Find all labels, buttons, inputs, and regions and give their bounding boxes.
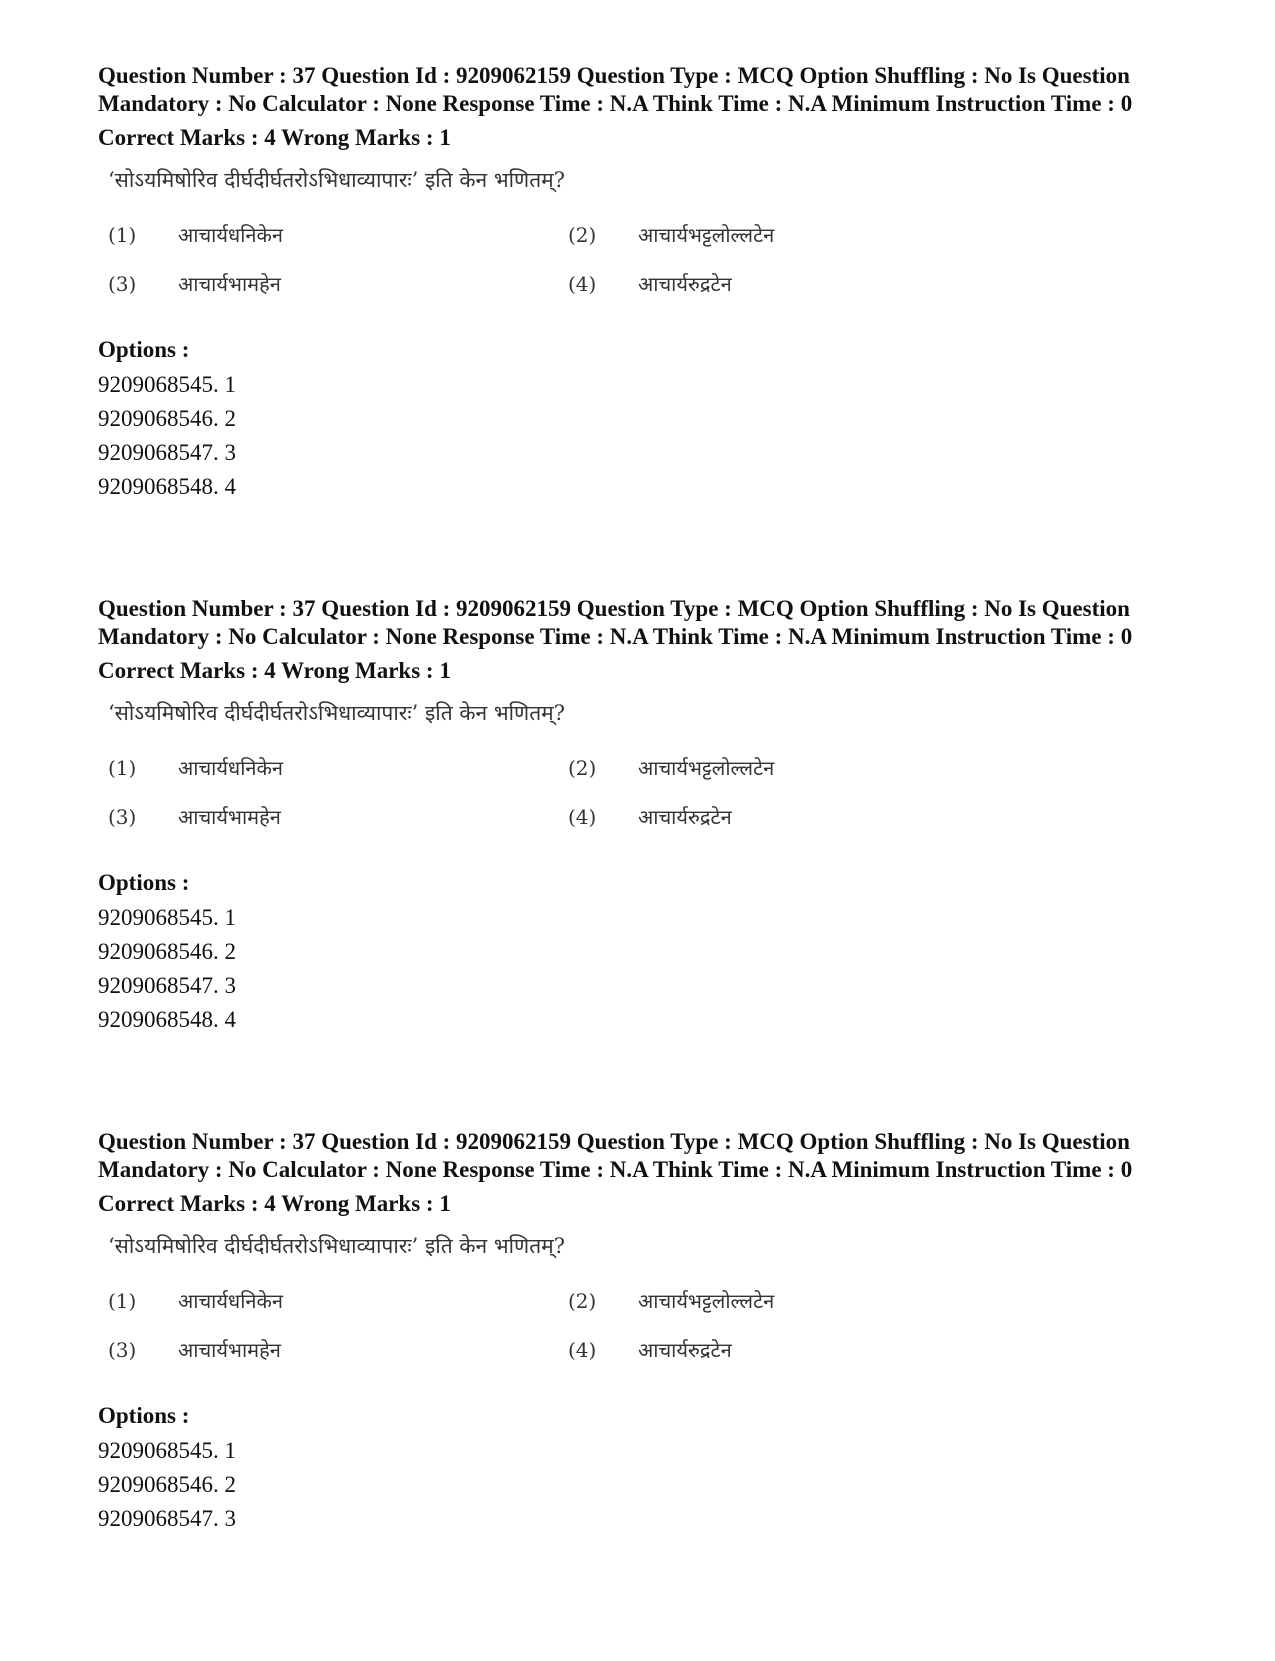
option-id-list: [98, 1434, 1178, 1536]
question-image: [108, 166, 1178, 316]
option-id: 9209068548. 4: [98, 474, 236, 499]
options-label: Options :: [98, 337, 190, 362]
question-image: [108, 1232, 1178, 1382]
choice-4: (4) आचार्यरुद्रटेन: [568, 805, 732, 829]
choice-2: (2) आचार्यभट्टलोल्लटेन: [568, 223, 775, 247]
choice-2: (2) आचार्यभट्टलोल्लटेन: [568, 756, 775, 780]
choice-1: (1) आचार्यधनिकेन: [108, 223, 283, 247]
option-id-list: [98, 368, 1178, 504]
question-header: Question Number : 37 Question Id : 9209062159 Question Type : MCQ Option Shuffling : No Is Question Mandatory : No Calculator : None Response Time : N.A Think Time : N.A Minimum Instruction Time : 0: [98, 1129, 1133, 1182]
option-id: 9209068547. 3: [98, 973, 236, 998]
page: [98, 62, 1178, 1661]
option-id-list: [98, 901, 1178, 1037]
question-text: ‘सोऽयमिषोरिव दीर्घदीर्घतरोऽभिधाव्यापारः’ इति केन भणितम्?: [108, 168, 565, 192]
question-marks: Correct Marks : 4 Wrong Marks : 1: [98, 125, 451, 150]
choice-1: (1) आचार्यधनिकेन: [108, 756, 283, 780]
option-id: 9209068547. 3: [98, 440, 236, 465]
question-text: ‘सोऽयमिषोरिव दीर्घदीर्घतरोऽभिधाव्यापारः’ इति केन भणितम्?: [108, 701, 565, 725]
question-marks: Correct Marks : 4 Wrong Marks : 1: [98, 658, 451, 683]
choice-1: (1) आचार्यधनिकेन: [108, 1289, 283, 1313]
choice-3: (3) आचार्यभामहेन: [108, 805, 281, 829]
choice-3: (3) आचार्यभामहेन: [108, 272, 281, 296]
option-id: 9209068548. 4: [98, 1007, 236, 1032]
option-id: 9209068546. 2: [98, 406, 236, 431]
option-id: 9209068546. 2: [98, 1472, 236, 1497]
options-label: Options :: [98, 870, 190, 895]
options-label: Options :: [98, 1403, 190, 1428]
choice-4: (4) आचार्यरुद्रटेन: [568, 272, 732, 296]
question-block-3: [98, 1128, 1178, 1661]
question-image: [108, 699, 1178, 849]
question-header: Question Number : 37 Question Id : 9209062159 Question Type : MCQ Option Shuffling : No Is Question Mandatory : No Calculator : None Response Time : N.A Think Time : N.A Minimum Instruction Time : 0: [98, 596, 1133, 649]
option-id: 9209068547. 3: [98, 1506, 236, 1531]
option-id: 9209068545. 1: [98, 905, 236, 930]
choice-2: (2) आचार्यभट्टलोल्लटेन: [568, 1289, 775, 1313]
question-block-1: [98, 62, 1178, 595]
choice-3: (3) आचार्यभामहेन: [108, 1338, 281, 1362]
choice-4: (4) आचार्यरुद्रटेन: [568, 1338, 732, 1362]
option-id: 9209068546. 2: [98, 939, 236, 964]
question-block-2: [98, 595, 1178, 1128]
option-id: 9209068545. 1: [98, 372, 236, 397]
question-text: ‘सोऽयमिषोरिव दीर्घदीर्घतरोऽभिधाव्यापारः’ इति केन भणितम्?: [108, 1234, 565, 1258]
question-marks: Correct Marks : 4 Wrong Marks : 1: [98, 1191, 451, 1216]
question-header: Question Number : 37 Question Id : 9209062159 Question Type : MCQ Option Shuffling : No Is Question Mandatory : No Calculator : None Response Time : N.A Think Time : N.A Minimum Instruction Time : 0: [98, 63, 1133, 116]
option-id: 9209068545. 1: [98, 1438, 236, 1463]
